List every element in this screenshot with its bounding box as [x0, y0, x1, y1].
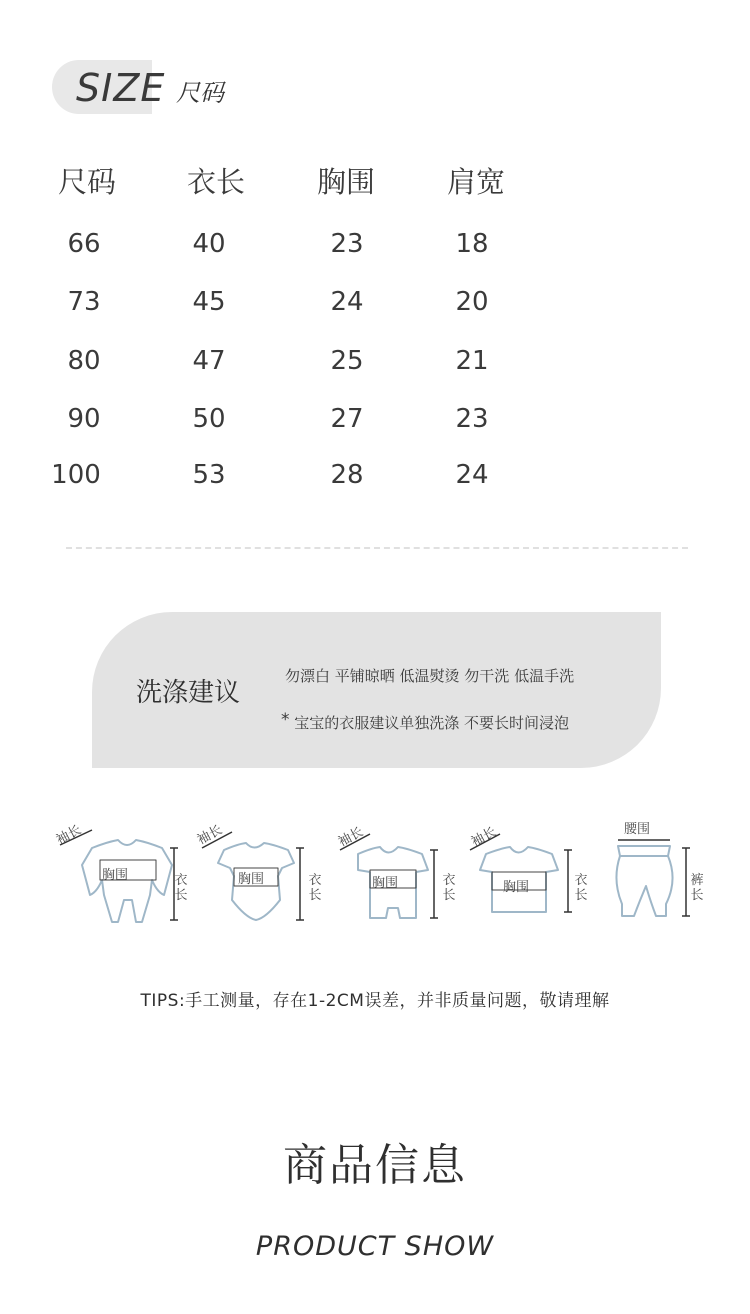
- chest-label: 胸围: [503, 880, 530, 895]
- table-cell: 24: [455, 460, 489, 490]
- column-header-shoulder: 肩宽: [446, 165, 505, 199]
- washing-title: 洗涤建议: [136, 678, 241, 708]
- asterisk-mark: *: [281, 710, 290, 730]
- table-cell: 21: [455, 346, 489, 376]
- table-cell: 27: [330, 404, 364, 434]
- sleeve-label: 袖长: [468, 824, 499, 850]
- table-cell: 18: [455, 229, 489, 259]
- length-label: 衣长: [574, 873, 588, 903]
- dashed-divider: [66, 547, 688, 549]
- tips-note: TIPS:手工测量，存在1-2CM误差，并非质量问题，敬请理解: [140, 991, 610, 1011]
- product-info-title: 商品信息: [283, 1140, 467, 1191]
- sleeve-label: 袖长: [194, 822, 225, 848]
- sleeve-label: 袖长: [53, 822, 84, 848]
- table-cell: 66: [67, 229, 101, 259]
- washing-instructions: 勿漂白 平铺晾晒 低温熨烫 勿干洗 低温手洗: [285, 667, 575, 685]
- table-cell: 45: [192, 287, 226, 317]
- length-label: 衣长: [442, 873, 456, 903]
- length-label: 衣长: [174, 873, 188, 903]
- sleeve-label: 袖长: [335, 824, 366, 850]
- table-cell: 23: [455, 404, 489, 434]
- table-cell: 20: [455, 287, 489, 317]
- size-subtitle: 尺码: [176, 79, 224, 107]
- table-cell: 40: [192, 229, 226, 259]
- pants-length-label: 裤长: [690, 873, 704, 903]
- table-cell: 24: [330, 287, 364, 317]
- washing-note: [281, 710, 569, 733]
- table-cell: 100: [51, 460, 101, 490]
- product-info-subtitle: PRODUCT SHOW: [255, 1231, 495, 1262]
- table-cell: 53: [192, 460, 226, 490]
- table-cell: 23: [330, 229, 364, 259]
- chest-label: 胸围: [238, 872, 265, 887]
- chest-label: 胸围: [102, 868, 129, 883]
- table-cell: 28: [330, 460, 364, 490]
- table-cell: 47: [192, 346, 226, 376]
- table-cell: 73: [67, 287, 101, 317]
- table-cell: 90: [67, 404, 101, 434]
- table-cell: 50: [192, 404, 226, 434]
- column-header-size: 尺码: [57, 165, 116, 199]
- table-cell: 80: [67, 346, 101, 376]
- size-title: SIZE: [76, 66, 166, 110]
- column-header-length: 衣长: [186, 165, 245, 199]
- chest-label: 胸围: [372, 876, 399, 891]
- column-header-chest: 胸围: [316, 165, 375, 199]
- waist-label: 腰围: [624, 822, 651, 837]
- washing-note-text: 宝宝的衣服建议单独洗涤 不要长时间浸泡: [294, 714, 570, 732]
- table-cell: 25: [330, 346, 364, 376]
- length-label: 衣长: [308, 873, 322, 903]
